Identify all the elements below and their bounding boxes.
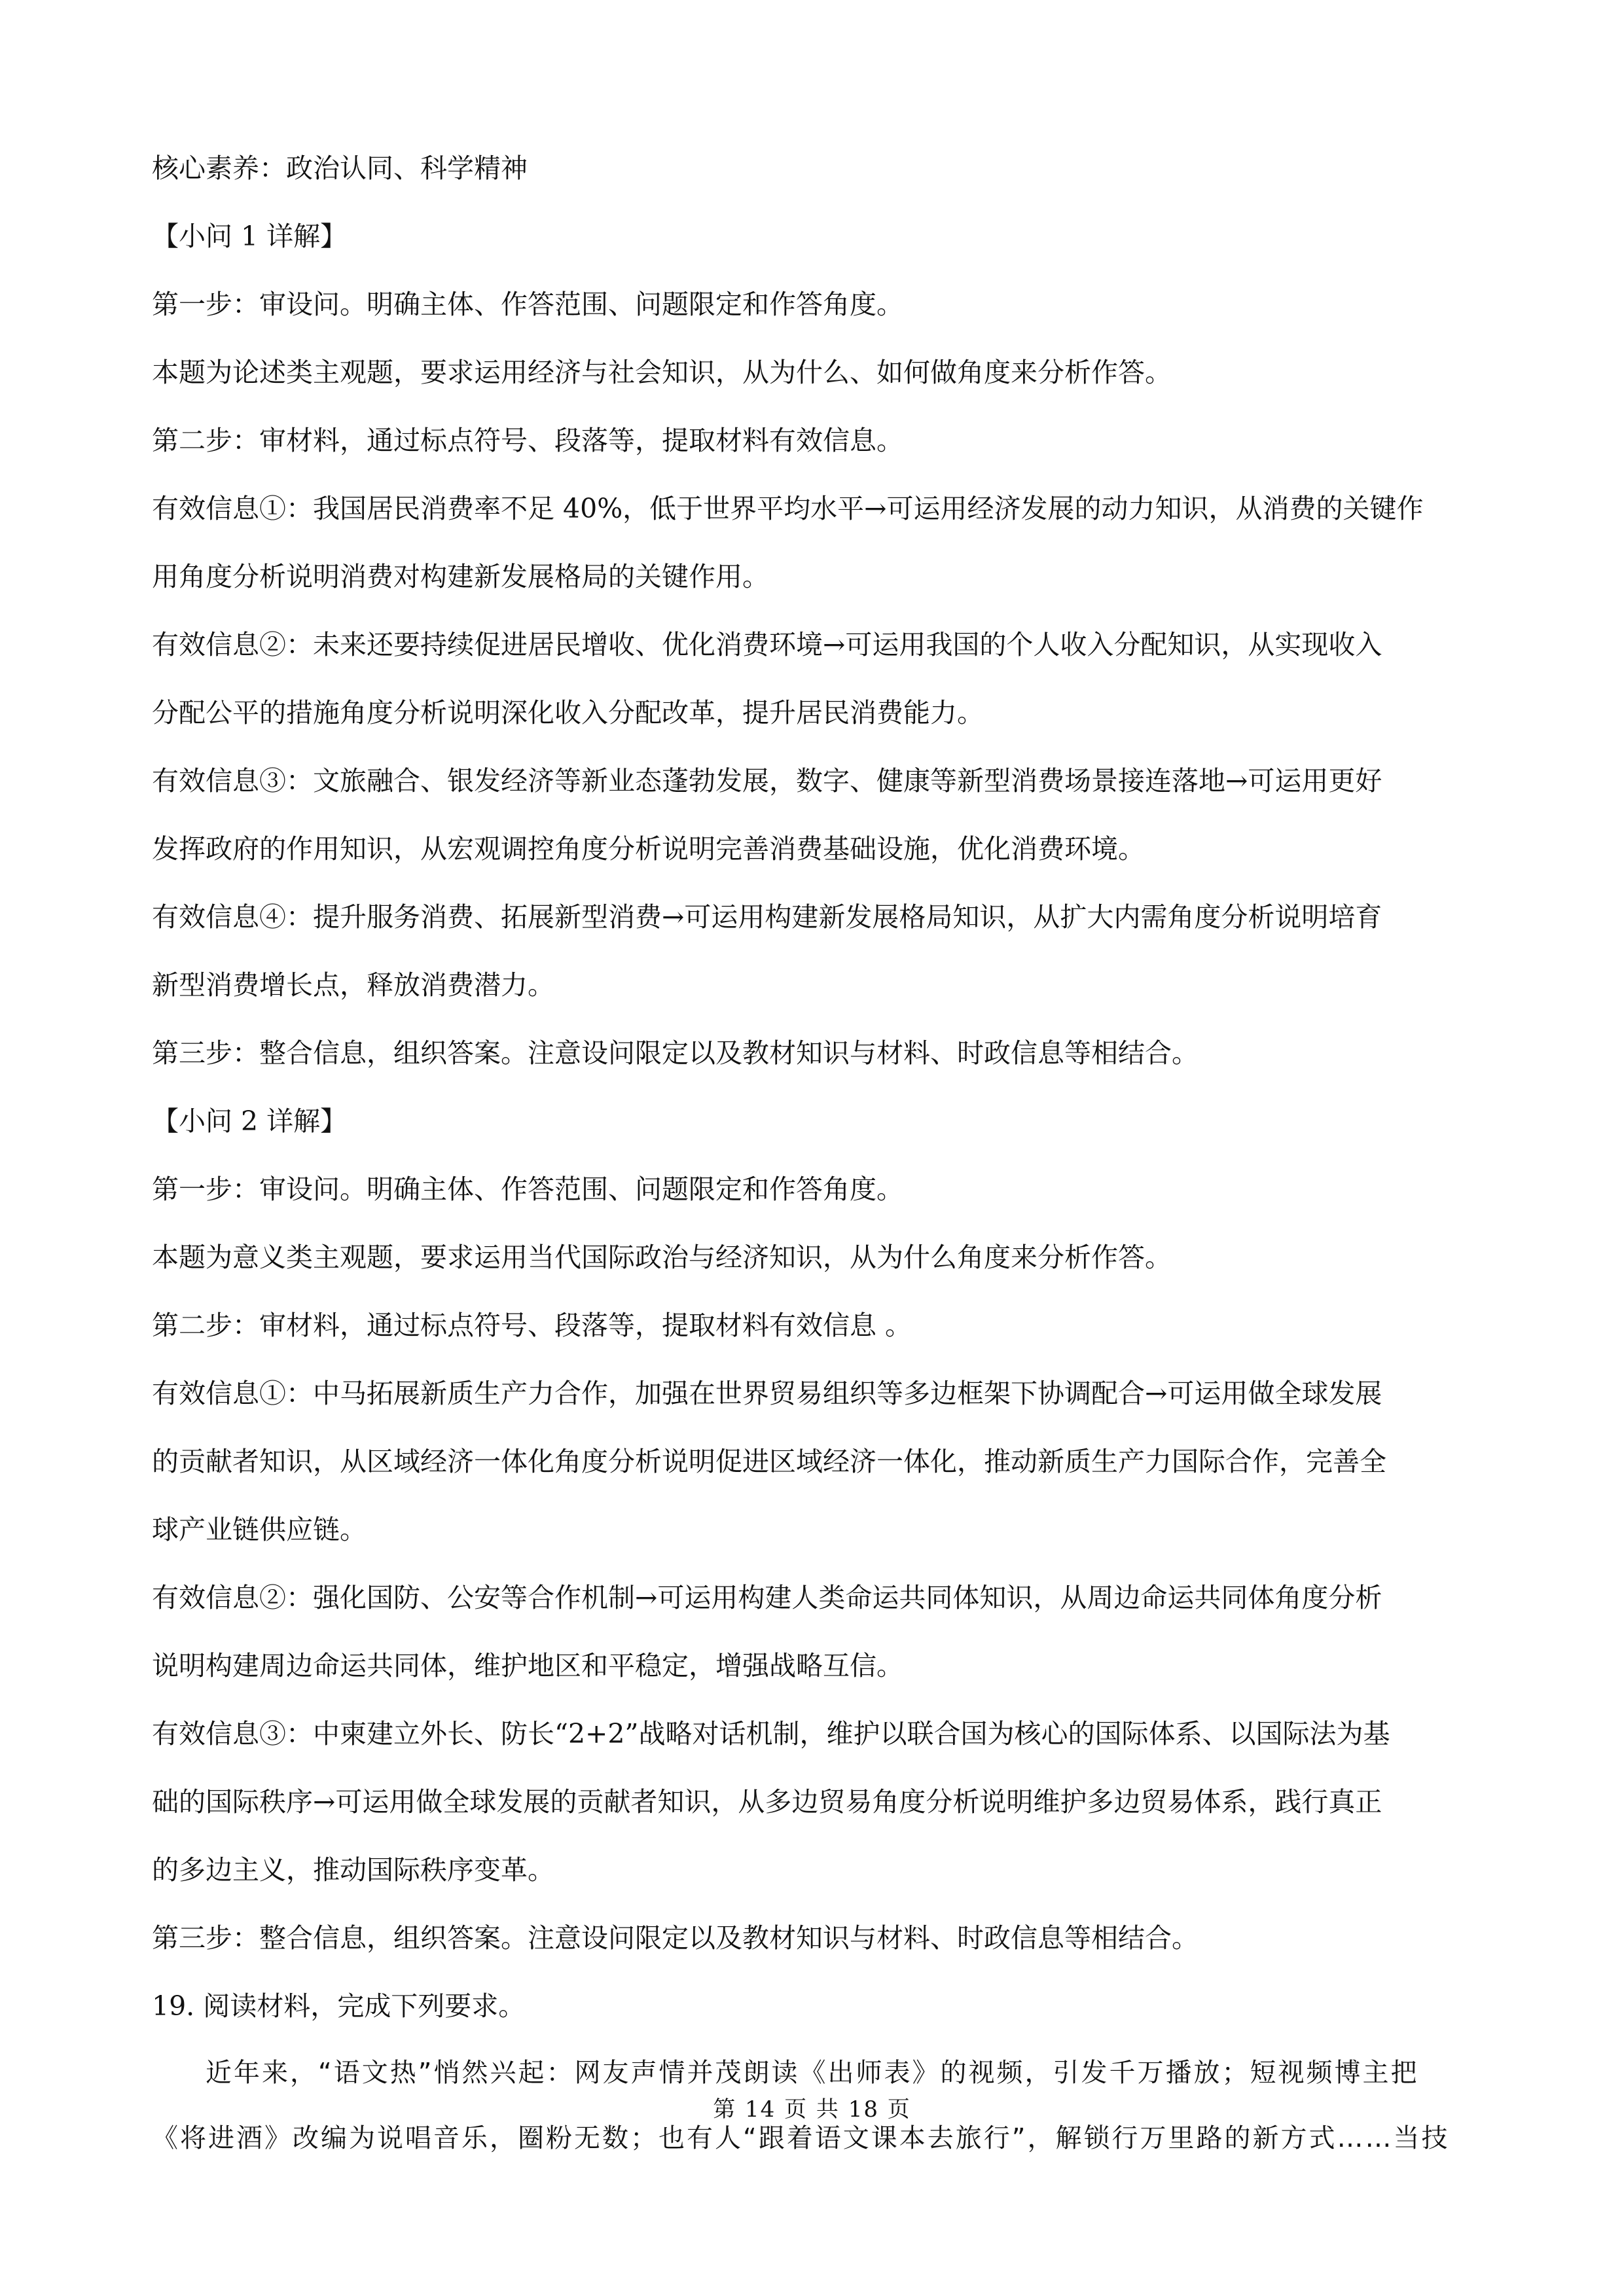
sub2-info1-line3: 球产业链供应链。 bbox=[152, 1514, 367, 1545]
sub2-info1-line2: 的贡献者知识，从区域经济一体化角度分析说明促进区域经济一体化，推动新质生产力国际合作，完善全 bbox=[152, 1446, 1386, 1477]
sub2-info2-line2: 说明构建周边命运共同体，维护地区和平稳定，增强战略互信。 bbox=[152, 1650, 903, 1681]
sub2-info2-line1: 有效信息②：强化国防、公安等合作机制→可运用构建人类命运共同体知识，从周边命运共同体角度分析 bbox=[152, 1582, 1382, 1613]
sub2-step2: 第二步：审材料，通过标点符号、段落等，提取材料有效信息 。 bbox=[152, 1310, 912, 1341]
sub2-info1-line1: 有效信息①：中马拓展新质生产力合作，加强在世界贸易组织等多边框架下协调配合→可运用做全球发展 bbox=[152, 1378, 1382, 1409]
sub2-info3-line3: 的多边主义，推动国际秩序变革。 bbox=[152, 1854, 554, 1886]
question-19-stem: 19. 阅读材料，完成下列要求。 bbox=[152, 1990, 526, 2022]
sub1-step2: 第二步：审材料，通过标点符号、段落等，提取材料有效信息。 bbox=[152, 425, 903, 456]
question-19-passage-line2: 《将进酒》改编为说唱音乐，圈粉无数；也有人“跟着语文课本去旅行”，解锁行万里路的新方式……当技 bbox=[152, 2123, 1450, 2153]
sub1-info4-line2: 新型消费增长点，释放消费潜力。 bbox=[152, 969, 554, 1001]
sub1-step1: 第一步：审设问。明确主体、作答范围、问题限定和作答角度。 bbox=[152, 289, 903, 320]
sub1-info2-line2: 分配公平的措施角度分析说明深化收入分配改革，提升居民消费能力。 bbox=[152, 697, 984, 728]
page-number-footer: 第 14 页 共 18 页 bbox=[713, 2096, 911, 2123]
sub1-question-type: 本题为论述类主观题，要求运用经济与社会知识，从为什么、如何做角度来分析作答。 bbox=[152, 357, 1172, 388]
question-19-passage-line1: 近年来，“语文热”悄然兴起：网友声情并茂朗读《出师表》的视频，引发千万播放；短视频博主把 bbox=[206, 2058, 1419, 2088]
sub1-heading: 【小问 1 详解】 bbox=[152, 221, 348, 252]
sub2-step1: 第一步：审设问。明确主体、作答范围、问题限定和作答角度。 bbox=[152, 1174, 903, 1205]
sub1-info1-line1: 有效信息①：我国居民消费率不足 40%，低于世界平均水平→可运用经济发展的动力知识，从消费的关键作 bbox=[152, 493, 1424, 524]
core-literacy-line: 核心素养：政治认同、科学精神 bbox=[152, 152, 528, 184]
sub1-info3-line2: 发挥政府的作用知识，从宏观调控角度分析说明完善消费基础设施，优化消费环境。 bbox=[152, 833, 1145, 865]
sub1-step3: 第三步：整合信息，组织答案。注意设问限定以及教材知识与材料、时政信息等相结合。 bbox=[152, 1037, 1199, 1069]
sub2-question-type: 本题为意义类主观题，要求运用当代国际政治与经济知识，从为什么角度来分析作答。 bbox=[152, 1242, 1172, 1273]
page-content bbox=[152, 134, 1469, 2171]
sub1-info4-line1: 有效信息④：提升服务消费、拓展新型消费→可运用构建新发展格局知识，从扩大内需角度分析说明培育 bbox=[152, 901, 1382, 933]
sub1-info1-line2: 用角度分析说明消费对构建新发展格局的关键作用。 bbox=[152, 561, 769, 592]
sub2-info3-line2: 础的国际秩序→可运用做全球发展的贡献者知识，从多边贸易角度分析说明维护多边贸易体系，践行真正 bbox=[152, 1786, 1382, 1818]
sub2-step3: 第三步：整合信息，组织答案。注意设问限定以及教材知识与材料、时政信息等相结合。 bbox=[152, 1922, 1199, 1954]
sub2-info3-line1: 有效信息③：中柬建立外长、防长“2+2”战略对话机制，维护以联合国为核心的国际体系、以国际法为基 bbox=[152, 1718, 1390, 1749]
sub2-heading: 【小问 2 详解】 bbox=[152, 1105, 348, 1137]
sub1-info3-line1: 有效信息③：文旅融合、银发经济等新业态蓬勃发展，数字、健康等新型消费场景接连落地→可运用更好 bbox=[152, 765, 1382, 797]
sub1-info2-line1: 有效信息②：未来还要持续促进居民增收、优化消费环境→可运用我国的个人收入分配知识，从实现收入 bbox=[152, 629, 1382, 660]
